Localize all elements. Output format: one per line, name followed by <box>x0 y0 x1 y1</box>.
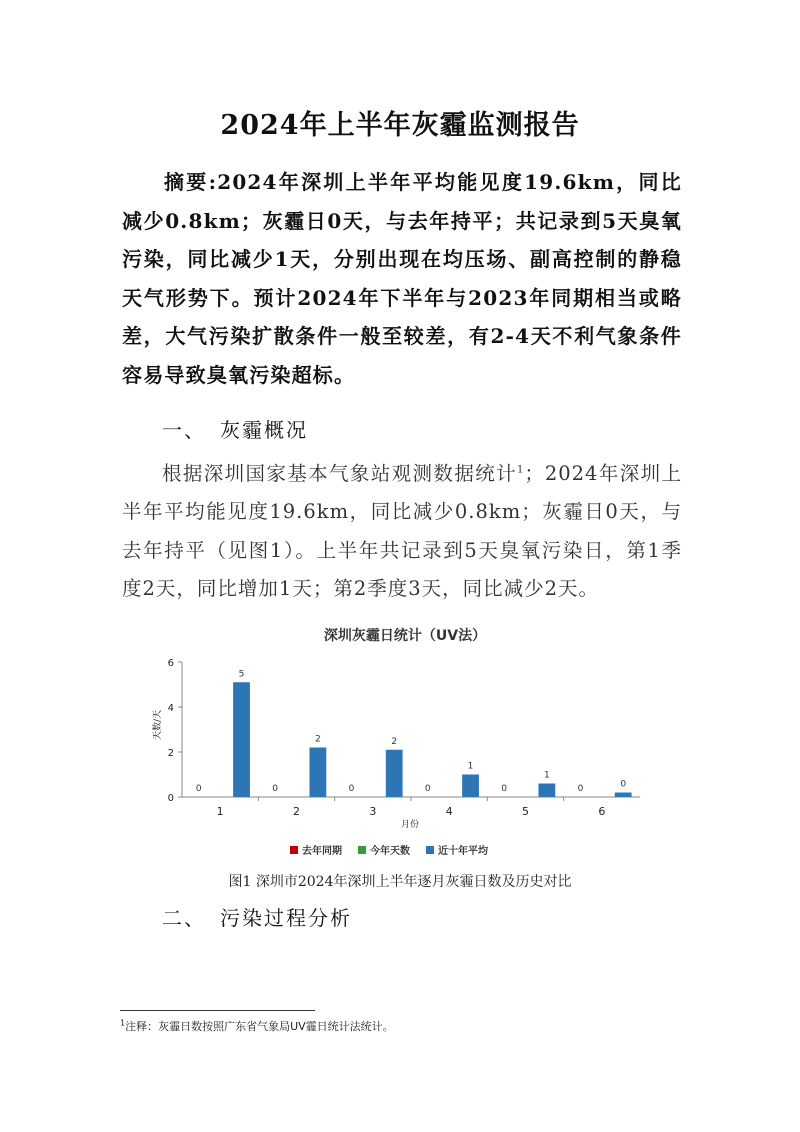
chart-data-label: 0 <box>577 784 584 794</box>
chart-data-label: 5 <box>238 669 245 680</box>
footnote <box>120 1018 394 1034</box>
figure-caption: 图1 深圳市2024年深圳上半年逐月灰霾日数及历史对比 <box>228 874 572 890</box>
chart-data-label: 0 <box>272 784 278 794</box>
chart-x-tick-label: 2 <box>293 805 300 818</box>
footnote-ref[interactable]: 1 <box>516 464 525 476</box>
chart-legend-swatch <box>358 846 366 854</box>
chart-x-tick-label: 5 <box>522 805 529 818</box>
abstract <box>122 163 682 395</box>
chart-plot-area <box>168 658 640 818</box>
footnote-text: 注释：灰霾日数按照广东省气象局UV霾日统计法统计。 <box>125 1020 394 1033</box>
chart-data-label: 1 <box>467 761 474 772</box>
section-1-heading <box>162 414 308 443</box>
chart-data-label: 1 <box>544 770 550 781</box>
chart-x-tick-label: 4 <box>445 805 453 818</box>
chart-bar-3-3 <box>386 750 403 797</box>
chart-data-label: 0 <box>348 784 355 794</box>
chart-data-label: 2 <box>391 736 398 747</box>
chart-y-tick-label: 2 <box>167 748 174 759</box>
chart-x-tick-label: 3 <box>369 805 377 818</box>
chart-y-tick-label: 0 <box>167 793 174 804</box>
section-1-title: 灰霾概况 <box>220 418 308 442</box>
abstract-label: 摘要: <box>164 170 218 194</box>
chart-legend-label: 今年天数 <box>370 846 410 857</box>
report-title: 2024年上半年灰霾监测报告 <box>220 110 580 141</box>
section-2-number: 二、 <box>162 906 206 930</box>
chart-data-label: 2 <box>315 734 321 745</box>
chart-legend-label: 近十年平均 <box>438 846 488 857</box>
chart-y-tick-label: 6 <box>167 658 174 669</box>
paragraph-part-1: 根据深圳国家基本气象站观测数据统计 <box>162 462 517 485</box>
chart-legend-swatch <box>426 846 434 854</box>
chart-bar-3-4 <box>462 775 479 798</box>
section-1-paragraph <box>122 455 682 609</box>
chart-data-label: 0 <box>620 779 627 790</box>
chart-x-axis-label: 月份 <box>400 820 420 830</box>
section-2-heading <box>162 902 352 931</box>
chart-data-label: 0 <box>424 784 431 794</box>
chart-title: 深圳灰霾日统计（UV法） <box>323 628 487 644</box>
chart-data-label: 0 <box>195 784 202 794</box>
footnote-number: 1 <box>120 1018 126 1028</box>
chart-x-tick-label: 1 <box>216 805 224 818</box>
section-2-title: 污染过程分析 <box>220 906 352 930</box>
chart-legend <box>290 844 488 857</box>
chart-legend-swatch <box>290 846 298 854</box>
chart-y-axis-label: 天数/天 <box>153 709 163 741</box>
chart-bar-3-1 <box>233 682 250 797</box>
abstract-text: 2024年深圳上半年平均能见度19.6km，同比减少0.8km；灰霾日0天，与去年持平；共记录到5天臭氧污染，同比减少1天，分别出现在均压场、副高控制的静稳天气形势下。预计2024年下半年与2023年同期相当或略差，大气污染扩散条件一般至较差，有2-4天不利气象条件容易导致臭氧污染超标。 <box>122 170 682 387</box>
section-1-number: 一、 <box>162 418 206 442</box>
haze-days-chart <box>140 620 670 870</box>
chart-legend-label: 去年同期 <box>302 846 342 857</box>
chart-y-tick-label: 4 <box>167 703 174 714</box>
chart-bar-3-2 <box>309 748 326 798</box>
paragraph-part-2: ；2024年深圳上半年平均能见度19.6km，同比减少0.8km；灰霾日0天，与去年持平（见图1）。上半年共记录到5天臭氧污染日，第1季度2天，同比增加1天；第2季度3天，同比减少2天。 <box>122 462 682 601</box>
chart-x-tick-label: 6 <box>598 805 606 818</box>
chart-bar-3-5 <box>538 784 555 798</box>
chart-data-label: 0 <box>501 784 507 794</box>
chart-bar-3-6 <box>615 793 632 798</box>
footnote-divider <box>120 1010 315 1011</box>
